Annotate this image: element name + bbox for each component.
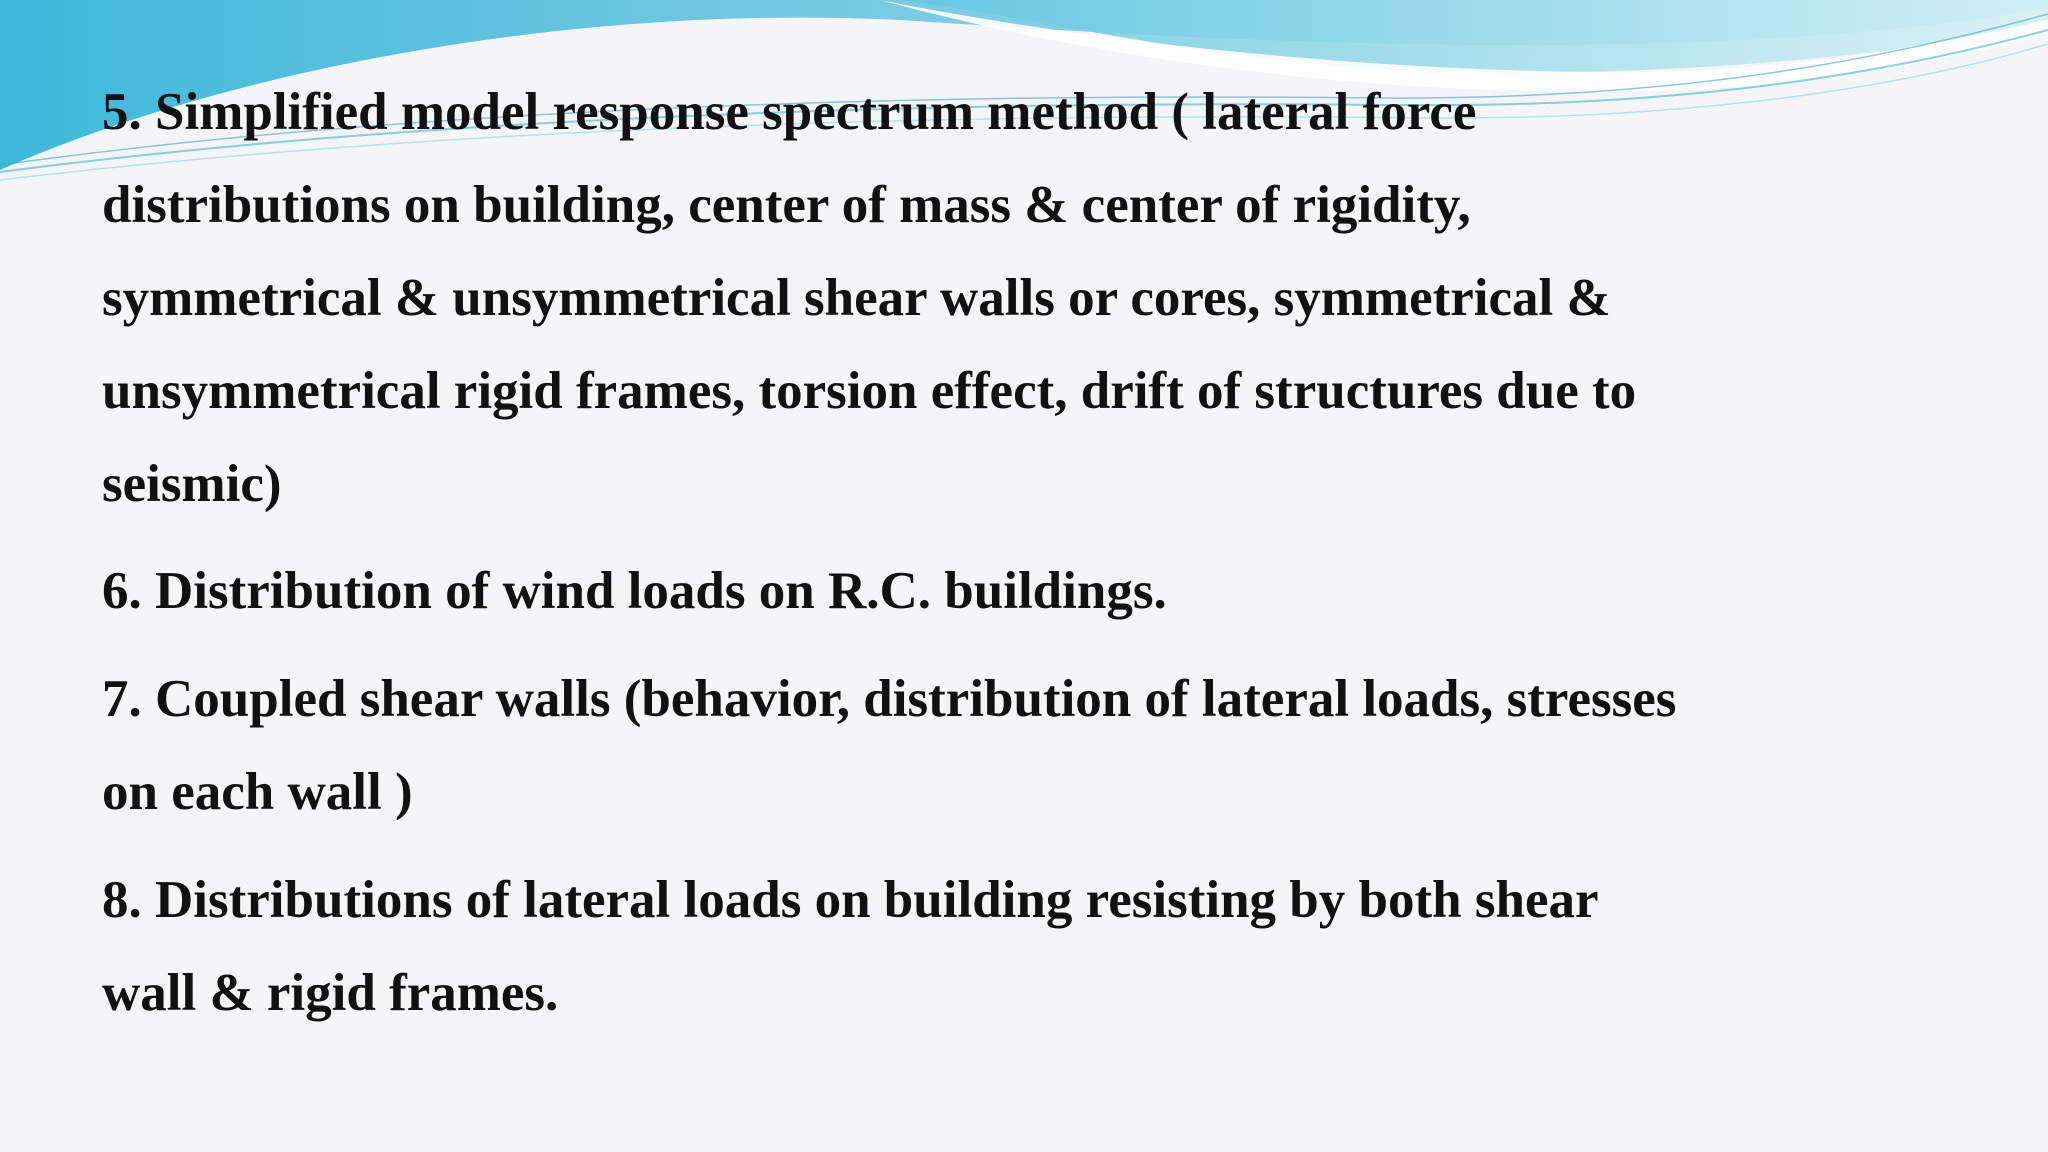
list-item-6 (102, 545, 1982, 638)
item-8-line-1: 8. Distributions of lateral loads on building resisting by both shear (102, 871, 1599, 929)
item-7-line-2: on each wall ) (102, 763, 413, 821)
item-6-line-1: 6. Distribution of wind loads on R.C. buildings. (102, 562, 1167, 620)
list-item-5 (102, 66, 1982, 531)
slide-body (102, 66, 1982, 1040)
item-5-line-2: distributions on building, center of mass & center of rigidity, (102, 176, 1471, 234)
item-7-line-1: 7. Coupled shear walls (behavior, distribution of lateral loads, stresses (102, 670, 1677, 728)
item-8-line-2: wall & rigid frames. (102, 964, 559, 1022)
list-item-7 (102, 653, 1982, 839)
item-5-line-1: 5. Simplified model response spectrum method ( lateral force (102, 83, 1477, 141)
item-5-line-5: seismic) (102, 455, 282, 513)
list-item-8 (102, 854, 1982, 1040)
item-5-line-4: unsymmetrical rigid frames, torsion effect, drift of structures due to (102, 362, 1637, 420)
item-5-line-3: symmetrical & unsymmetrical shear walls or cores, symmetrical & (102, 269, 1611, 327)
